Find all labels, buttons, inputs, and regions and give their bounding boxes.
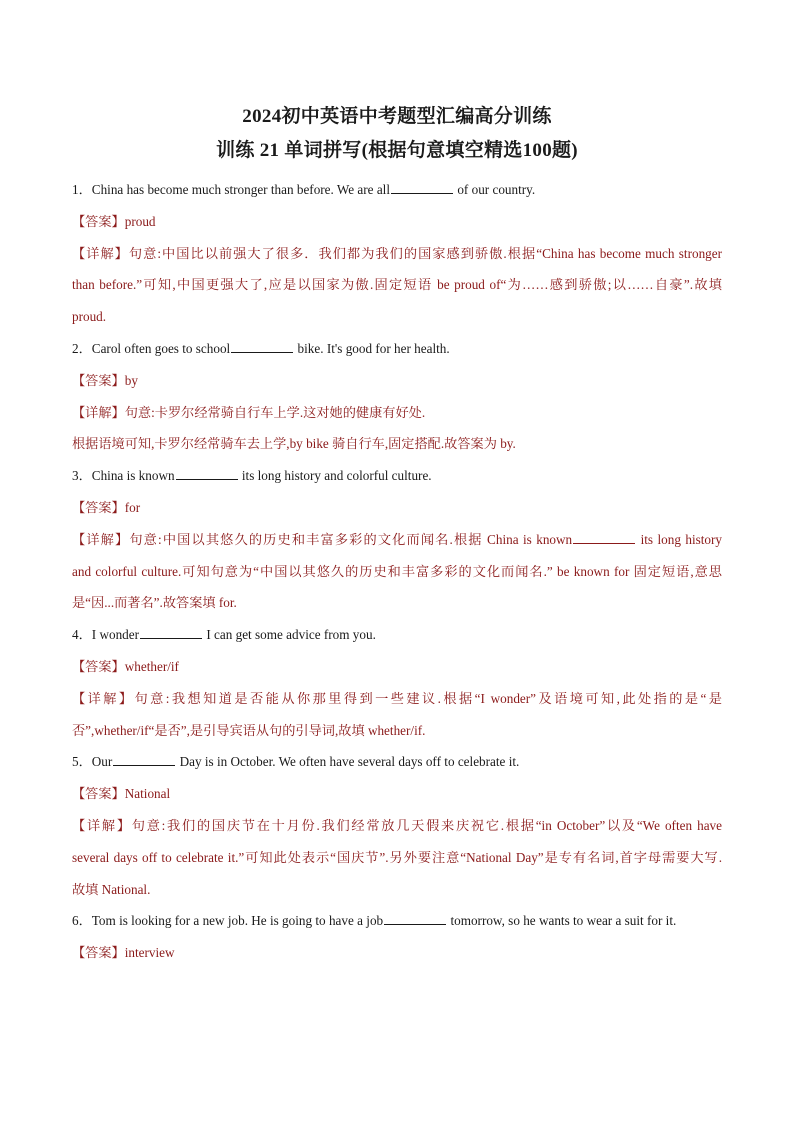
detail-2-line-1: 【详解】句意:卡罗尔经常骑自行车上学.这对她的健康有好处.	[72, 404, 426, 420]
question-3: 3．China is known its long history and colorful culture.	[72, 468, 432, 484]
detail-1-line-3: proud.	[72, 309, 107, 325]
answer-blank	[573, 531, 635, 544]
detail-2-line-2: 根据语境可知,卡罗尔经常骑车去上学,by bike 骑自行车,固定搭配.故答案为 by.	[72, 436, 516, 452]
answer-1: 【答案】proud	[72, 213, 156, 229]
answer-3: 【答案】for	[72, 499, 141, 515]
detail-3-line-3: 是“因...而著名”.故答案填 for.	[72, 595, 237, 611]
detail-4-line-2: 否”,whether/if“是否”,是引导宾语从句的引导词,故填 whether/if.	[72, 722, 426, 738]
answer-blank	[176, 467, 238, 480]
answer-tag: 【答案】	[72, 213, 125, 229]
answer-tag: 【答案】	[72, 658, 125, 674]
answer-blank	[113, 753, 175, 766]
detail-tag: 【详解】	[72, 690, 135, 706]
detail-1-line-2: than before.”可知,中国更强大了,应是以国家为傲.固定短语 be proud of“为……感到骄傲;以……自豪”.故填	[72, 277, 722, 293]
answer-4: 【答案】whether/if	[72, 658, 179, 674]
answer-6: 【答案】interview	[72, 945, 175, 961]
answer-blank	[231, 340, 293, 353]
detail-tag: 【详解】	[72, 245, 129, 261]
detail-tag: 【详解】	[72, 404, 125, 420]
detail-tag: 【详解】	[72, 817, 132, 833]
answer-tag: 【答案】	[72, 786, 125, 802]
answer-tag: 【答案】	[72, 945, 125, 961]
detail-1-line-1: 【详解】句意:中国比以前强大了很多．我们都为我们的国家感到骄傲.根据“China has become much stronger	[72, 245, 722, 261]
document-subtitle: 训练 21 单词拼写(根据句意填空精选100题)	[216, 140, 578, 161]
question-5: 5．Our Day is in October. We often have several days off to celebrate it.	[72, 754, 520, 770]
question-1: 1．China has become much stronger than before. We are all of our country.	[72, 182, 536, 197]
answer-tag: 【答案】	[72, 372, 125, 388]
detail-tag: 【详解】	[72, 531, 130, 547]
answer-blank	[384, 912, 446, 925]
question-4: 4．I wonder I can get some advice from you.	[72, 627, 376, 643]
answer-blank	[391, 181, 453, 194]
answer-2: 【答案】by	[72, 372, 138, 388]
answer-blank	[140, 626, 202, 639]
detail-5-line-1: 【详解】句意:我们的国庆节在十月份.我们经常放几天假来庆祝它.根据“in October”以及“We often have	[72, 817, 723, 833]
answer-tag: 【答案】	[72, 499, 125, 515]
detail-4-line-1: 【详解】句意:我想知道是否能从你那里得到一些建议.根据“I wonder”及语境可知,此处指的是“是	[72, 690, 722, 706]
question-6: 6．Tom is looking for a new job. He is going to have a job tomorrow, so he wants to wear a suit for it.	[72, 913, 677, 929]
question-2: 2．Carol often goes to school bike. It's good for her health.	[72, 340, 450, 356]
detail-5-line-3: 故填 National.	[72, 881, 151, 897]
detail-5-line-2: several days off to celebrate it.”可知此处表示“国庆节”.另外要注意“National Day”是专有名词,首字母需要大写.	[72, 849, 722, 865]
detail-3-line-1: 【详解】句意:中国以其悠久的历史和丰富多彩的文化而闻名.根据 China is known its long history	[72, 531, 723, 547]
document-title: 2024初中英语中考题型汇编高分训练	[242, 106, 552, 127]
answer-5: 【答案】National	[72, 786, 171, 802]
detail-3-line-2: and colorful culture.可知句意为“中国以其悠久的历史和丰富多彩的文化而闻名.” be known for 固定短语,意思	[72, 563, 722, 579]
